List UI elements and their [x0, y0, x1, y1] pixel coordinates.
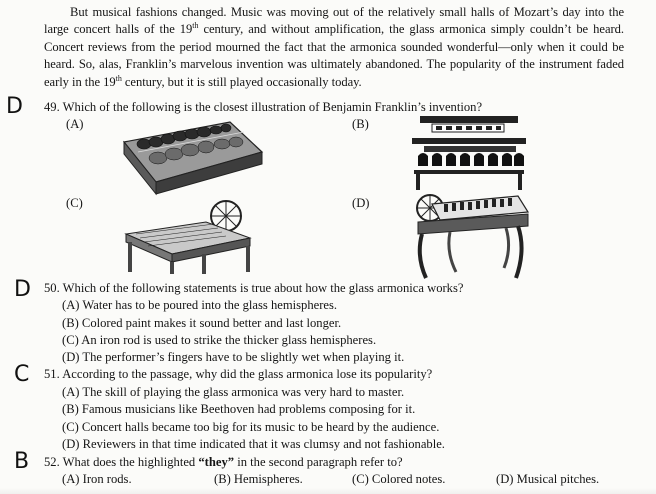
passage-line-2: the large concert halls of the 19th century, and without amplification, the glass armonica simply couldn’t be: [44, 5, 624, 37]
option-51-c: (C) Concert halls became too big for its music to be heard by the audience.: [62, 420, 440, 434]
option-50-d: (D) The performer’s fingers have to be slightly wet when playing it.: [62, 350, 405, 364]
passage-line-1: But musical fashions changed. Music was moving out of the relatively small halls of Mozart’s day into: [70, 5, 605, 19]
handwritten-answer-52: B: [14, 449, 30, 474]
question-51: 51. According to the passage, why did the glass armonica lose its popularity?: [44, 367, 433, 381]
option-51-b: (B) Famous musicians like Beethoven had problems composing for it.: [62, 402, 416, 416]
figure-a-glass-bowls-box: [118, 112, 266, 198]
question-49: 49. Which of the following is the closest illustration of Benjamin Franklin’s invention?: [44, 100, 483, 114]
passage-line-4: it could be heard. So, alas, Franklin’s marvelous invention was ultimately abandoned. The popularity of the: [44, 39, 624, 72]
passage-line-5: instrument faded early in the 19th century, but it is still played occasionally today.: [44, 57, 624, 89]
option-49-b-label: (B): [352, 117, 369, 131]
option-50-a: (A) Water has to be poured into the glass hemispheres.: [62, 298, 338, 312]
handwritten-answer-51: C: [14, 362, 30, 387]
figure-c-spinning-machine: [122, 198, 256, 276]
option-52-d: (D) Musical pitches.: [496, 472, 600, 486]
option-52-b: (B) Hemispheres.: [214, 472, 303, 486]
figure-d-armonica-table: [410, 190, 532, 282]
handwritten-answer-49: D: [6, 94, 23, 119]
option-52-c: (C) Colored notes.: [352, 472, 446, 486]
page-cutoff-edge: [0, 488, 656, 494]
option-52-a: (A) Iron rods.: [62, 472, 132, 486]
handwritten-answer-50: D: [14, 277, 31, 302]
option-51-d: (D) Reviewers in that time indicated that it was clumsy and not fashionable.: [62, 437, 445, 451]
passage-line-3: heard. Concert reviews from the period mourned the fact that the armonica sounded wonderful—only when: [44, 22, 624, 54]
option-49-d-label: (D): [352, 196, 370, 210]
figure-b-bell-frame: [410, 112, 528, 192]
question-50: 50. Which of the following statements is true about how the glass armonica works?: [44, 281, 464, 295]
option-51-a: (A) The skill of playing the glass armonica was very hard to master.: [62, 385, 405, 399]
passage-paragraph: [44, 4, 624, 91]
option-49-a-label: (A): [66, 117, 84, 131]
option-50-c: (C) An iron rod is used to strike the thicker glass hemispheres.: [62, 333, 377, 347]
option-49-c-label: (C): [66, 196, 83, 210]
question-52: 52. What does the highlighted “they” in the second paragraph refer to?: [44, 455, 403, 469]
option-50-b: (B) Colored paint makes it sound better and last longer.: [62, 316, 342, 330]
